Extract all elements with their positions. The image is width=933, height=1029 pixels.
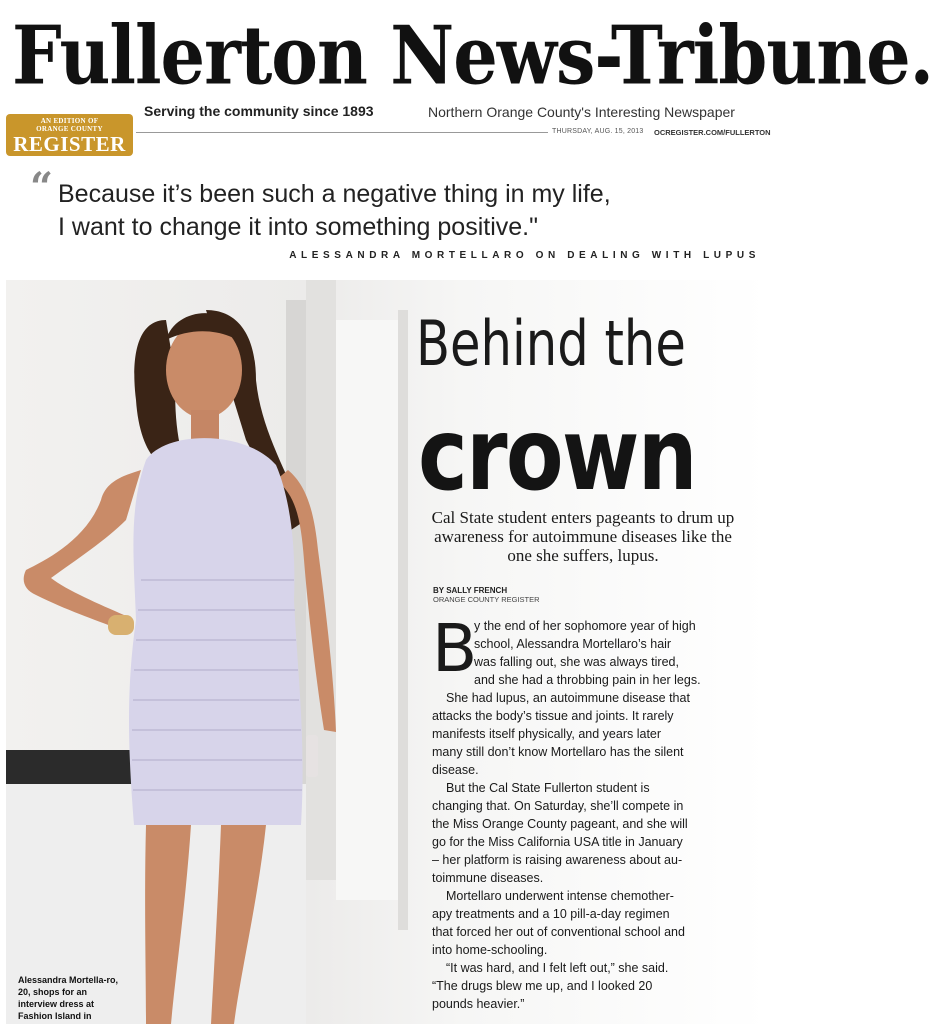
headline-crown: crown <box>418 396 696 513</box>
byline-org: ORANGE COUNTY REGISTER <box>433 595 540 604</box>
drop-cap: B <box>432 610 478 687</box>
edition-label-2: ORANGE COUNTY <box>36 125 103 133</box>
quote-mark: “ <box>30 164 54 211</box>
deck: Cal State student enters pageants to drum up awareness for autoimmune diseases like the one she suffers, lupus. <box>431 508 735 565</box>
edition-badge <box>6 114 133 156</box>
body-line: was falling out, she was always tired, <box>474 655 679 669</box>
body-line: She had lupus, an autoimmune disease that <box>446 691 690 705</box>
site-url: OCREGISTER.COM/FULLERTON <box>654 128 771 137</box>
body-line: school, Alessandra Mortellaro’s hair <box>474 637 672 651</box>
body-line: many still don’t know Mortellaro has the silent <box>432 745 684 759</box>
edition-label-1: AN EDITION OF <box>40 117 99 125</box>
masthead-rule <box>136 132 548 133</box>
quote-attribution: ALESSANDRA MORTELLARO ON DEALING WITH LUPUS <box>289 250 760 261</box>
headline-behind: Behind the <box>416 307 686 380</box>
pull-quote-line-2: I want to change it into something positive." <box>58 213 538 241</box>
body-line: But the Cal State Fullerton student is <box>446 781 650 795</box>
body-line: manifests itself physically, and years later <box>432 727 662 741</box>
masthead <box>0 0 933 160</box>
body-line: “The drugs blew me up, and I looked 20 <box>432 979 653 993</box>
body-line: and she had a throbbing pain in her legs. <box>474 673 701 687</box>
body-line: pounds heavier.” <box>432 997 525 1011</box>
body-line: attacks the body’s tissue and joints. It rarely <box>432 709 674 723</box>
body-line: go for the Miss California USA title in January <box>432 835 683 849</box>
tagline-since: Serving the community since 1893 <box>144 103 374 119</box>
pull-quote <box>58 178 758 244</box>
body-line: toimmune diseases. <box>432 871 544 885</box>
pull-quote-line-1: Because it’s been such a negative thing in my life, <box>58 180 611 208</box>
tagline-region: Northern Orange County's Interesting Newspaper <box>428 104 735 120</box>
body-line: disease. <box>432 763 479 777</box>
body-line: the Miss Orange County pageant, and she will <box>432 817 688 831</box>
body-line: Mortellaro underwent intense chemother- <box>446 889 674 903</box>
body-line: into home-schooling. <box>432 943 548 957</box>
photo-caption: Alessandra Mortella-ro, 20, shops for an interview dress at Fashion Island in <box>18 975 119 1021</box>
body-line: “It was hard, and I felt left out,” she said. <box>446 961 669 975</box>
masthead-title: Fullerton News-Tribune. <box>12 7 933 104</box>
body-line: that forced her out of conventional school and <box>432 925 685 939</box>
edition-register: REGISTER <box>13 132 126 156</box>
issue-date: THURSDAY, AUG. 15, 2013 <box>552 128 644 135</box>
body-line: apy treatments and a 10 pill-a-day regimen <box>432 907 670 921</box>
body-line: changing that. On Saturday, she’ll compete in <box>432 799 684 813</box>
byline: BY SALLY FRENCH <box>433 586 508 595</box>
body-line: – her platform is raising awareness about au- <box>432 853 683 867</box>
body-line: y the end of her sophomore year of high <box>474 619 696 633</box>
